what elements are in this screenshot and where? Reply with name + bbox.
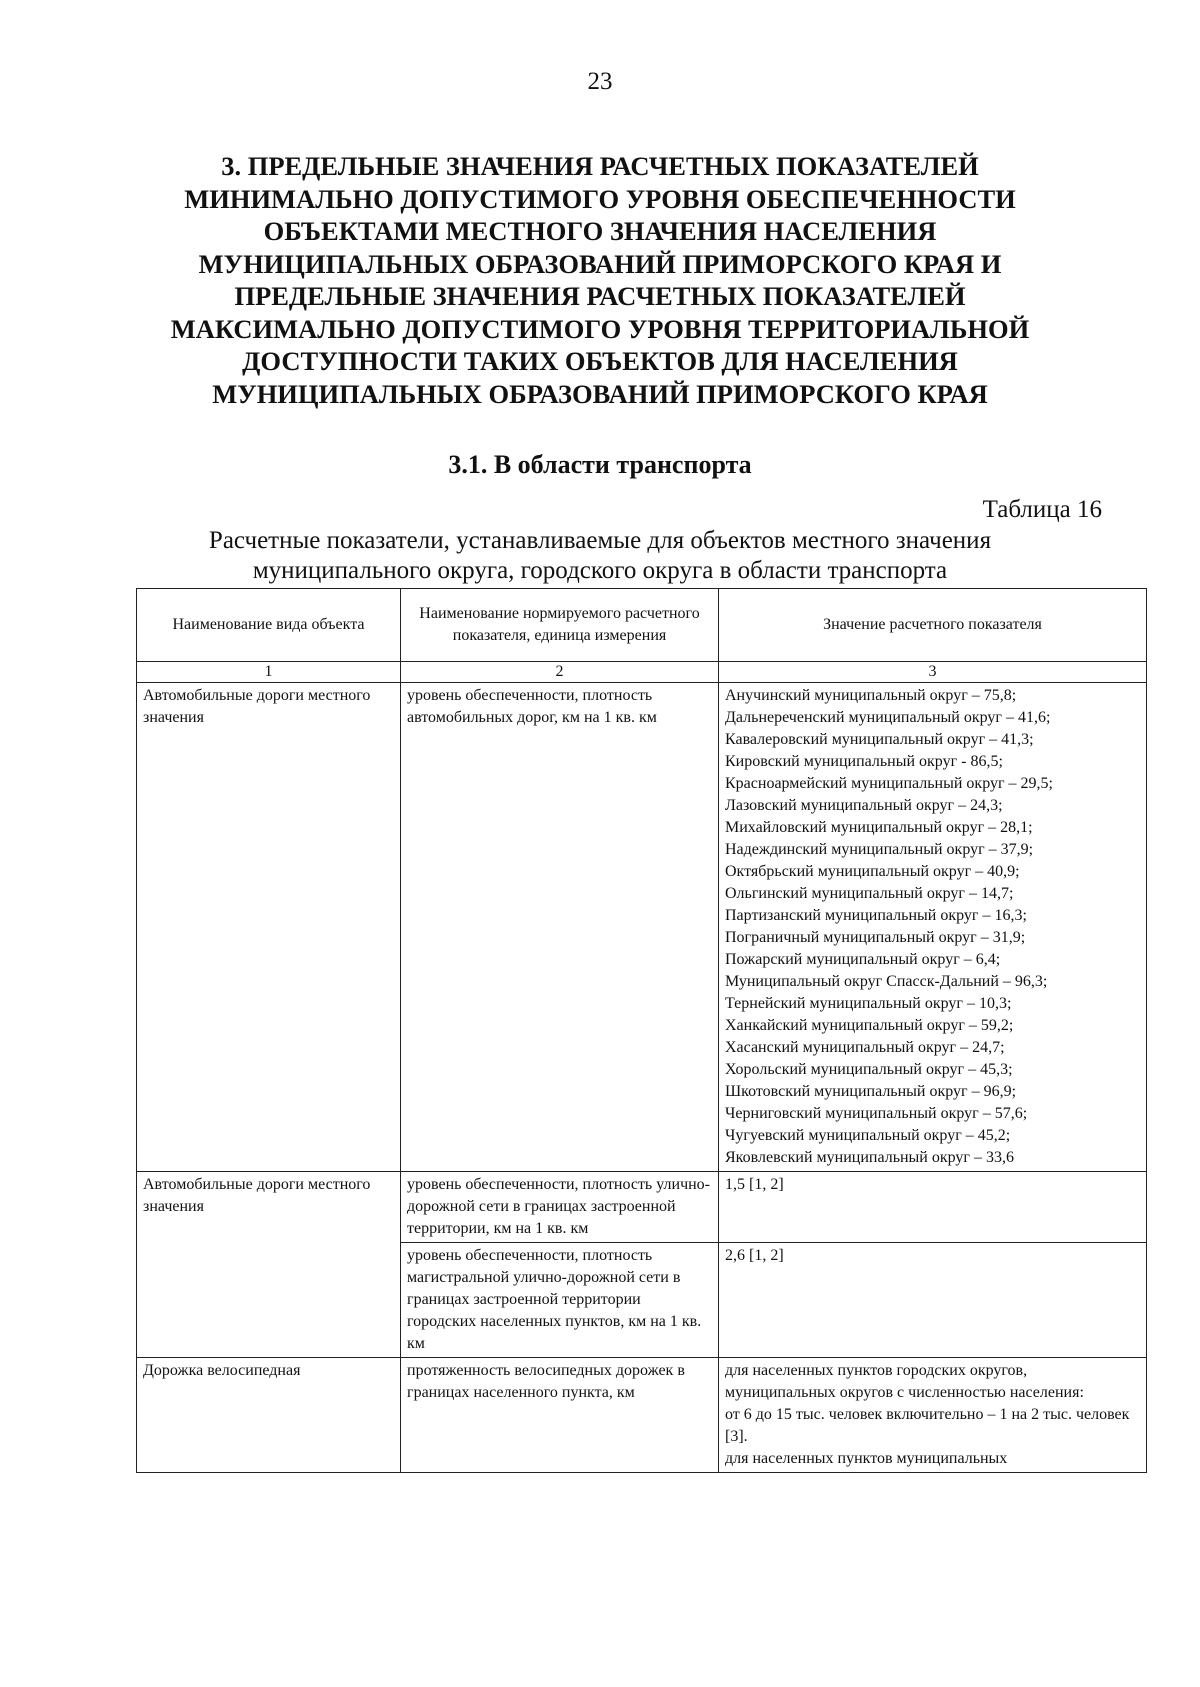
value-line: Михайловский муниципальный округ – 28,1; [725,819,1033,836]
column-number-row [137,662,1147,683]
value-line: Тернейский муниципальный округ – 10,3; [725,995,1012,1012]
value-cell [719,683,1147,1172]
main-heading-line: ДОСТУПНОСТИ ТАКИХ ОБЪЕКТОВ ДЛЯ НАСЕЛЕНИЯ [242,346,958,376]
column-number: 3 [719,662,1147,683]
indicator-table [136,588,1147,1473]
value-line: Хасанский муниципальный округ – 24,7; [725,1039,1005,1056]
object-type-cell: Автомобильные дороги местного значения [137,683,401,1172]
table-row [137,1172,1147,1243]
section-heading: 3.1. В области транспорта [448,450,752,479]
column-number: 1 [137,662,401,683]
value-cell [719,1172,1147,1243]
indicator-cell: протяженность велосипедных дорожек в границах населенного пункта, км [401,1358,719,1473]
main-heading [150,150,1050,410]
value-line: Яковлевский муниципальный округ – 33,6 [725,1149,1014,1166]
value-line: Кавалеровский муниципальный округ – 41,3; [725,731,1034,748]
main-heading-line: МАКСИМАЛЬНО ДОПУСТИМОГО УРОВНЯ ТЕРРИТОРИАЛЬНОЙ [170,313,1030,344]
table-caption [100,526,1100,586]
main-heading-line: ОБЪЕКТАМИ МЕСТНОГО ЗНАЧЕНИЯ НАСЕЛЕНИЯ [263,216,937,246]
object-type-cell: Дорожка велосипедная [137,1358,401,1473]
table-label: Таблица 16 [982,496,1102,523]
value-cell [719,1243,1147,1358]
value-line: Пограничный муниципальный округ – 31,9; [725,929,1026,946]
main-heading-line: МУНИЦИПАЛЬНЫХ ОБРАЗОВАНИЙ ПРИМОРСКОГО КРАЯ И [198,248,1002,279]
value-line: 2,6 [1, 2] [725,1247,784,1264]
value-line: Пожарский муниципальный округ – 6,4; [725,951,1001,968]
table-row [137,1358,1147,1473]
main-heading-line: 3. ПРЕДЕЛЬНЫЕ ЗНАЧЕНИЯ РАСЧЕТНЫХ ПОКАЗАТЕЛЕЙ [221,151,979,181]
value-text: для населенных пунктов городских округов, муниципальных округов с численностью населения: [725,1362,1084,1401]
indicator-cell: уровень обеспеченности, плотность улично-дорожной сети в границах застроенной территории, км на 1 кв. км [401,1172,719,1243]
value-line: Ольгинский муниципальный округ – 14,7; [725,885,1014,902]
object-type-cell: Автомобильные дороги местного значения [137,1172,401,1358]
column-number: 2 [401,662,719,683]
value-text: от 6 до 15 тыс. человек включительно – 1 на 2 тыс. человек [3]. [725,1406,1130,1445]
table-header-row [137,589,1147,662]
value-line: Надеждинский муниципальный округ – 37,9; [725,841,1034,858]
value-line: Шкотовский муниципальный округ – 96,9; [725,1083,1017,1100]
table-caption-line: муниципального округа, городского округа в области транспорта [252,557,948,584]
value-line: 1,5 [1, 2] [725,1176,784,1193]
table-caption-line: Расчетные показатели, устанавливаемые для объектов местного значения [208,527,992,554]
value-line: Октябрьский муниципальный округ – 40,9; [725,863,1020,880]
header-object-type: Наименование вида объекта [137,589,401,662]
header-value: Значение расчетного показателя [719,589,1147,662]
indicator-cell: уровень обеспеченности, плотность магистральной улично-дорожной сети в границах застроенной территории городских населенных пунктов, км на 1 кв. км [401,1243,719,1358]
value-line: Партизанский муниципальный округ – 16,3; [725,907,1027,924]
header-indicator: Наименование нормируемого расчетного показателя, единица измерения [401,589,719,662]
main-heading-line: МУНИЦИПАЛЬНЫХ ОБРАЗОВАНИЙ ПРИМОРСКОГО КРАЯ [212,378,988,409]
indicator-cell: уровень обеспеченности, плотность автомобильных дорог, км на 1 кв. км [401,683,719,1172]
value-line: Кировский муниципальный округ - 86,5; [725,753,1003,770]
page-number: 23 [587,68,613,95]
table-row [137,683,1147,1172]
value-line: Лазовский муниципальный округ – 24,3; [725,797,1003,814]
value-line: Чугуевский муниципальный округ – 45,2; [725,1127,1011,1144]
value-cell [719,1358,1147,1473]
value-line: Хорольский муниципальный округ – 45,3; [725,1061,1013,1078]
value-line: Дальнереченский муниципальный округ – 41,6; [725,709,1051,726]
value-line: Ханкайский муниципальный округ – 59,2; [725,1017,1014,1034]
value-line: Муниципальный округ Спасск-Дальний – 96,3; [725,973,1048,990]
main-heading-line: МИНИМАЛЬНО ДОПУСТИМОГО УРОВНЯ ОБЕСПЕЧЕННОСТИ [184,183,1016,214]
main-heading-line: ПРЕДЕЛЬНЫЕ ЗНАЧЕНИЯ РАСЧЕТНЫХ ПОКАЗАТЕЛЕЙ [234,281,966,311]
value-line: Анучинский муниципальный округ – 75,8; [725,687,1017,704]
value-line: Черниговский муниципальный округ – 57,6; [725,1105,1028,1122]
value-line: Красноармейский муниципальный округ – 29,5; [725,775,1053,792]
value-text: для населенных пунктов муниципальных [725,1450,1008,1467]
